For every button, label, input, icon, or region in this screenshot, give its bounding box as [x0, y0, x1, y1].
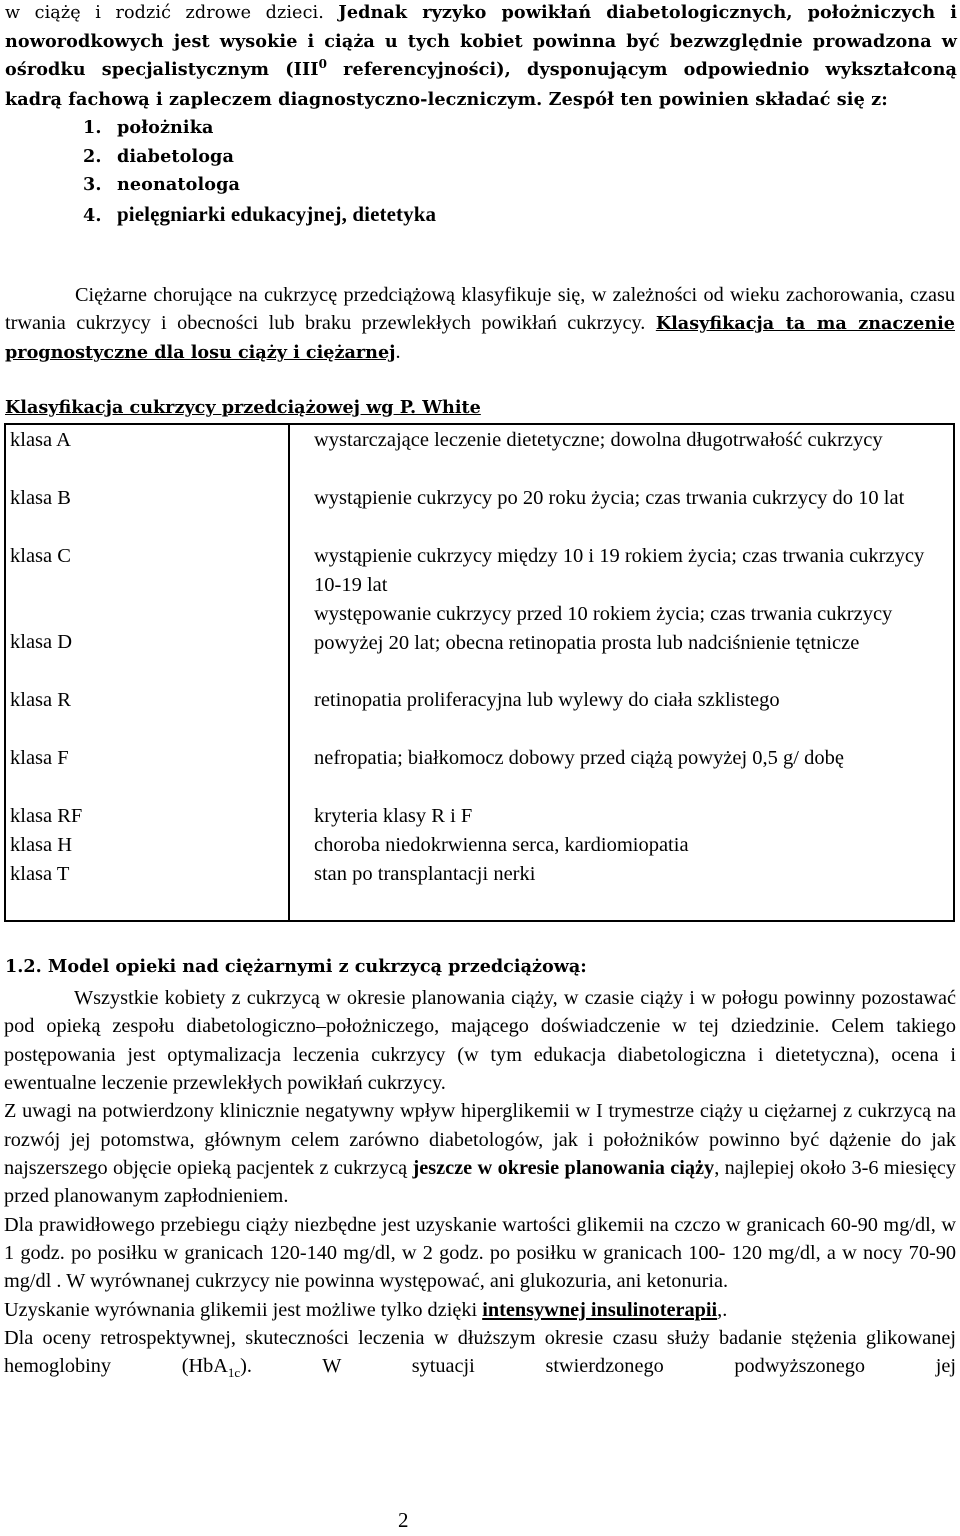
section-heading: 1.2. Model opieki nad ciężarnymi z cukrzycą przedciążową: — [5, 956, 587, 977]
white-classification-table — [4, 423, 955, 922]
planning-emphasis: jeszcze w okresie planowania ciąży — [412, 1157, 715, 1180]
table-cell-description: retinopatia proliferacyjna lub wylewy do ciała szklistego — [314, 689, 780, 711]
intro-paragraph — [5, 0, 957, 230]
classification-paragraph — [5, 281, 955, 368]
table-cell-class: klasa C — [10, 545, 71, 567]
classification-text: Ciężarne chorujące na cukrzycę przedciążową klasyfikuje się, w zależności od wieku zachorowania, czasu trwania cukrzycy i obecności lub braku przewlekłych powikłań cukrzycy. — [5, 284, 955, 335]
planning-paragraph: Z uwagi na potwierdzony klinicznie negatywny wpływ hiperglikemii w I trymestrze ciąży u ciężarnej z cukrzycą na rozwój jej potomstwa, głównym celem zarówno diabetologów, jak i położników powinno być dążenie do jak najszerszego objęcie opieką pacjentek z cukrzycą jeszcze w okresie planowania ciąży, najlepiej około 3-6 miesięcy przed planowanym zapłodnieniem. — [4, 1100, 957, 1208]
table-cell-description: wystarczające leczenie dietetyczne; dowolna długotrwałość cukrzycy — [314, 429, 883, 451]
list-item: 1. położnika — [83, 117, 214, 138]
insulin-paragraph: Uzyskanie wyrównania glikemii jest możliwe tylko dzięki intensywnej insulinoterapii,. — [4, 1298, 728, 1321]
intro-bold-text: Jednak ryzyko powikłań diabetologicznych, położniczych i noworodkowych jest wysokie i ciąża u tych kobiet powinna być bezwzględnie prowadzona w ośrodku specjalistycznym (III — [5, 2, 957, 80]
table-cell-description: kryteria klasy R i F — [314, 805, 473, 827]
team-list — [5, 114, 957, 230]
table-cell-description: choroba niedokrwienna serca, kardiomiopatia — [314, 834, 689, 856]
classification-underlined-text: Klasyfikacja ta ma znaczenie prognostyczne dla losu ciąży i ciężarnej — [5, 313, 956, 364]
table-cell-class: klasa F — [10, 747, 69, 769]
intro-bold-text-end: referencyjności), dysponującym odpowiednio wykształconą kadrą fachową i zapleczem diagnostyczno-leczniczym. Zespół ten powinien składać się z: — [5, 59, 957, 110]
care-model-paragraph: Wszystkie kobiety z cukrzycą w okresie planowania ciąży, w czasie ciąży i w połogu powinny pozostawać pod opieką zespołu diabetologiczno–położniczego, mającego doświadczenie w tej dziedzinie. Celem takiego postępowania jest optymalizacja leczenia cukrzycy (w tym edukacja diabetologiczna i dietetyczna), ocena i ewentualne leczenie przewlekłych powikłań cukrzycy. — [4, 987, 956, 1095]
table-cell-class: klasa R — [10, 689, 71, 711]
superscript-zero: 0 — [318, 57, 328, 71]
table-cell-description: nefropatia; białkomocz dobowy przed ciążą powyżej 0,5 g/ dobę — [314, 747, 844, 769]
table-cell-description: wystąpienie cukrzycy po 20 roku życia; czas trwania cukrzycy do 10 lat — [314, 487, 905, 509]
table-cell-description: wystąpienie cukrzycy między 10 i 19 rokiem życia; czas trwania cukrzycy 10-19 lat — [314, 545, 925, 596]
section-body — [4, 984, 956, 1383]
table-cell-class: klasa A — [10, 429, 71, 451]
list-item: 3. neonatologa — [83, 174, 240, 195]
table-cell-class: klasa H — [10, 834, 73, 856]
list-item: 4. pielęgniarki edukacyjnej, dietetyka — [83, 201, 437, 226]
table-cell-class: klasa B — [10, 487, 71, 509]
hba1c-subscript: 1c — [227, 1365, 241, 1381]
insulin-emphasis: intensywnej insulinoterapii — [482, 1298, 718, 1321]
table-cell-description: występowanie cukrzycy przed 10 rokiem życia; czas trwania cukrzycy powyżej 20 lat; obecna retinopatia prosta lub nadciśnienie tętnicze — [314, 603, 893, 654]
table-cell-class: klasa D — [10, 631, 73, 653]
table-title: Klasyfikacja cukrzycy przedciążowej wg P. White — [5, 397, 481, 418]
table-cell-class: klasa T — [10, 863, 70, 885]
table-cell-class: klasa RF — [10, 805, 83, 827]
page-number: 2 — [398, 1508, 409, 1532]
hba1c-paragraph: Dla oceny retrospektywnej, skuteczności leczenia w dłuższym okresie czasu służy badanie stężenia glikowanej hemoglobiny (HbA$_{1c}$). W sytuacji stwierdzonego podwyższonego jej — [4, 1327, 956, 1381]
intro-lead-text: w ciążę i rodzić zdrowe dzieci. — [5, 3, 339, 23]
table-cell-description: stan po transplantacji nerki — [314, 863, 536, 885]
list-item: 2. diabetologa — [83, 145, 234, 167]
table-column-divider — [288, 425, 290, 920]
glycemia-targets-paragraph: Dla prawidłowego przebiegu ciąży niezbędne jest uzyskanie wartości glikemii na czczo w granicach 60-90 mg/dl, w 1 godz. po posiłku w granicach 120-140 mg/dl, w 2 godz. po posiłku w granicach 100- 120 mg/dl, a w nocy 70-90 mg/dl . W wyrównanej cukrzycy nie powinna występować, ani glukozuria, ani ketonuria. — [4, 1213, 956, 1293]
classification-end: . — [395, 341, 401, 364]
